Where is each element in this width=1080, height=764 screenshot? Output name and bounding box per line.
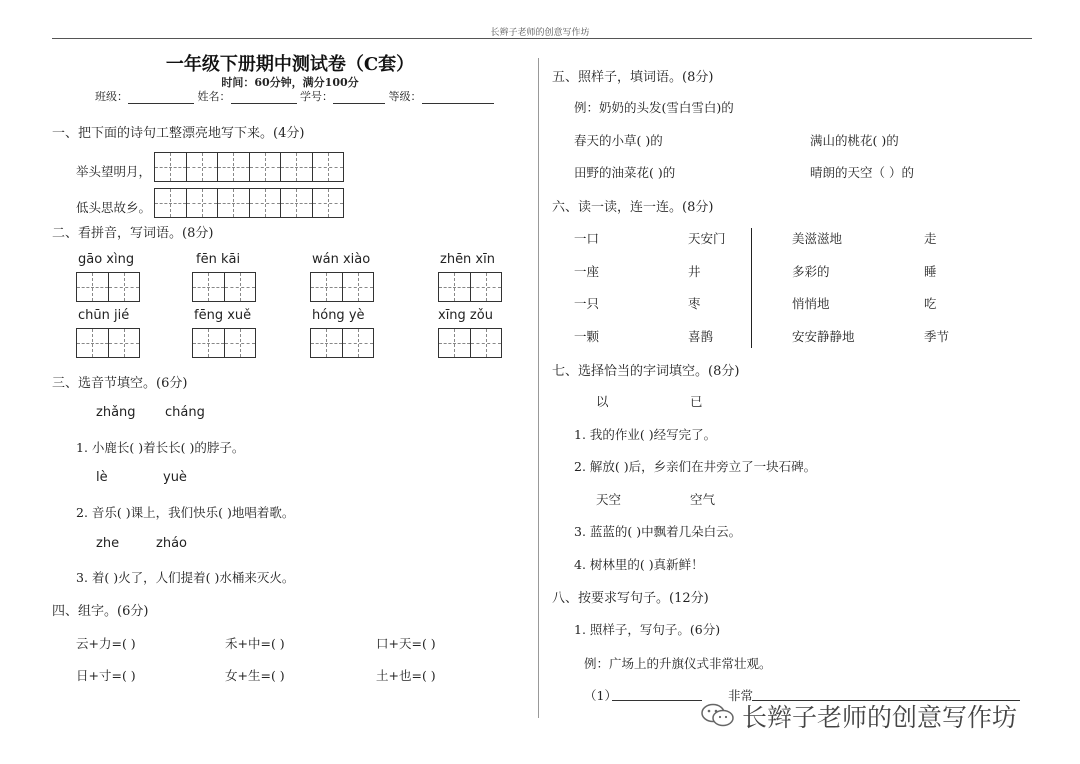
answer-grid[interactable] bbox=[310, 272, 374, 302]
section-8-title: 八、按要求写句子。(12分) bbox=[552, 591, 709, 606]
word-option: 已 bbox=[690, 394, 703, 409]
match-word[interactable]: 一只 bbox=[574, 296, 600, 311]
fill-item: 田野的油菜花( )的 bbox=[574, 165, 676, 180]
class-field[interactable] bbox=[128, 91, 194, 104]
pinyin-option: lè bbox=[96, 470, 108, 485]
poem-line-1: 举头望明月， bbox=[76, 164, 152, 179]
compose-item: 日+寸=( ) bbox=[76, 668, 136, 683]
student-info bbox=[95, 88, 494, 104]
match-word[interactable]: 井 bbox=[688, 264, 701, 279]
id-field[interactable] bbox=[333, 91, 385, 104]
writing-grid-1[interactable] bbox=[154, 152, 344, 182]
pinyin-item: chūn jié bbox=[78, 308, 130, 323]
subsection-title: 1. 照样子，写句子。(6分) bbox=[574, 622, 721, 637]
pinyin-option: cháng bbox=[165, 405, 205, 420]
pinyin-item: fēn kāi bbox=[196, 252, 241, 267]
grade-label: 等级： bbox=[388, 90, 422, 103]
compose-item: 口+天=( ) bbox=[376, 636, 436, 651]
section-1-title: 一、把下面的诗句工整漂亮地写下来。(4分) bbox=[52, 126, 305, 141]
match-word[interactable]: 安安静静地 bbox=[792, 329, 855, 344]
answer-grid[interactable] bbox=[76, 272, 140, 302]
word-option: 空气 bbox=[690, 492, 716, 507]
question-text: 3. 蓝蓝的( )中飘着几朵白云。 bbox=[574, 524, 742, 539]
pinyin-item: wán xiào bbox=[312, 252, 371, 267]
match-word[interactable]: 一口 bbox=[574, 231, 600, 246]
answer-grid[interactable] bbox=[76, 328, 140, 358]
match-word[interactable]: 季节 bbox=[924, 329, 950, 344]
answer-grid[interactable] bbox=[438, 328, 502, 358]
question-text: 1. 小鹿长( )着长长( )的脖子。 bbox=[76, 440, 245, 455]
pinyin-option: zhe bbox=[96, 536, 120, 551]
match-word[interactable]: 走 bbox=[924, 231, 937, 246]
match-divider bbox=[751, 228, 752, 348]
compose-item: 女+生=( ) bbox=[225, 668, 285, 683]
answer-line[interactable] bbox=[612, 700, 702, 701]
page-header: 长辫子老师的创意写作坊 bbox=[490, 28, 590, 38]
question-text: 1. 我的作业( )经写完了。 bbox=[574, 427, 717, 442]
question-number: （1） bbox=[584, 688, 617, 703]
section-3-title: 三、选音节填空。(6分) bbox=[52, 376, 188, 391]
match-word[interactable]: 美滋滋地 bbox=[792, 231, 843, 246]
poem-line-2: 低头思故乡。 bbox=[76, 200, 152, 215]
question-text: 2. 解放( )后，乡亲们在井旁立了一块石碑。 bbox=[574, 459, 817, 474]
pinyin-option: zháo bbox=[156, 536, 187, 551]
section-2-title: 二、看拼音，写词语。(8分) bbox=[52, 226, 214, 241]
pinyin-item: hóng yè bbox=[312, 308, 365, 323]
match-word[interactable]: 睡 bbox=[924, 264, 937, 279]
section-4-title: 四、组字。(6分) bbox=[52, 604, 149, 619]
fill-item: 满山的桃花( )的 bbox=[810, 133, 899, 148]
pinyin-option: zhǎng bbox=[96, 405, 136, 420]
pinyin-option: yuè bbox=[163, 470, 187, 485]
question-text: 4. 树林里的( )真新鲜！ bbox=[574, 557, 704, 572]
compose-item: 土+也=( ) bbox=[376, 668, 436, 683]
section-5-title: 五、照样子，填词语。(8分) bbox=[552, 70, 714, 85]
pinyin-item: fēng xuě bbox=[194, 308, 252, 323]
question-text: 2. 音乐( )课上，我们快乐( )地唱着歌。 bbox=[76, 505, 295, 520]
name-field[interactable] bbox=[231, 91, 297, 104]
id-label: 学号： bbox=[300, 90, 333, 103]
match-word[interactable]: 一座 bbox=[574, 264, 600, 279]
exam-title: 一年级下册期中测试卷（C套） bbox=[165, 54, 415, 75]
name-label: 姓名： bbox=[197, 90, 231, 103]
fill-item: 春天的小草( )的 bbox=[574, 133, 663, 148]
watermark-text: 长辫子老师的创意写作坊 bbox=[742, 703, 1018, 732]
fill-item: 晴朗的天空（ ）的 bbox=[810, 165, 914, 180]
match-word[interactable]: 吃 bbox=[924, 296, 937, 311]
word-option: 天空 bbox=[596, 492, 622, 507]
match-word[interactable]: 悄悄地 bbox=[792, 296, 830, 311]
section-6-title: 六、读一读，连一连。(8分) bbox=[552, 200, 714, 215]
match-word[interactable]: 天安门 bbox=[688, 231, 726, 246]
grade-field[interactable] bbox=[422, 91, 494, 104]
match-word[interactable]: 一颗 bbox=[574, 329, 600, 344]
pinyin-item: zhēn xīn bbox=[440, 252, 495, 267]
answer-grid[interactable] bbox=[192, 328, 256, 358]
answer-grid[interactable] bbox=[192, 272, 256, 302]
compose-item: 禾+中=( ) bbox=[225, 636, 285, 651]
pinyin-item: xīng zǒu bbox=[438, 308, 493, 323]
example-text: 例：广场上的升旗仪式非常壮观。 bbox=[584, 656, 772, 671]
word-option: 以 bbox=[596, 394, 609, 409]
header-rule bbox=[52, 38, 1032, 39]
exam-subtitle: 时间：60分钟，满分100分 bbox=[221, 76, 359, 89]
compose-item: 云+力=( ) bbox=[76, 636, 136, 651]
match-word[interactable]: 多彩的 bbox=[792, 264, 830, 279]
class-label: 班级： bbox=[95, 90, 128, 103]
section-7-title: 七、选择恰当的字词填空。(8分) bbox=[552, 364, 740, 379]
keyword-text: 非常 bbox=[728, 688, 754, 703]
pinyin-item: gāo xìng bbox=[78, 252, 135, 267]
match-word[interactable]: 枣 bbox=[688, 296, 701, 311]
writing-grid-2[interactable] bbox=[154, 188, 344, 218]
wechat-icon bbox=[700, 703, 736, 727]
answer-grid[interactable] bbox=[310, 328, 374, 358]
column-divider bbox=[538, 58, 539, 718]
question-text: 3. 着( )火了，人们提着( )水桶来灭火。 bbox=[76, 570, 295, 585]
match-word[interactable]: 喜鹊 bbox=[688, 329, 714, 344]
answer-grid[interactable] bbox=[438, 272, 502, 302]
example-text: 例：奶奶的头发(雪白雪白)的 bbox=[574, 100, 734, 115]
